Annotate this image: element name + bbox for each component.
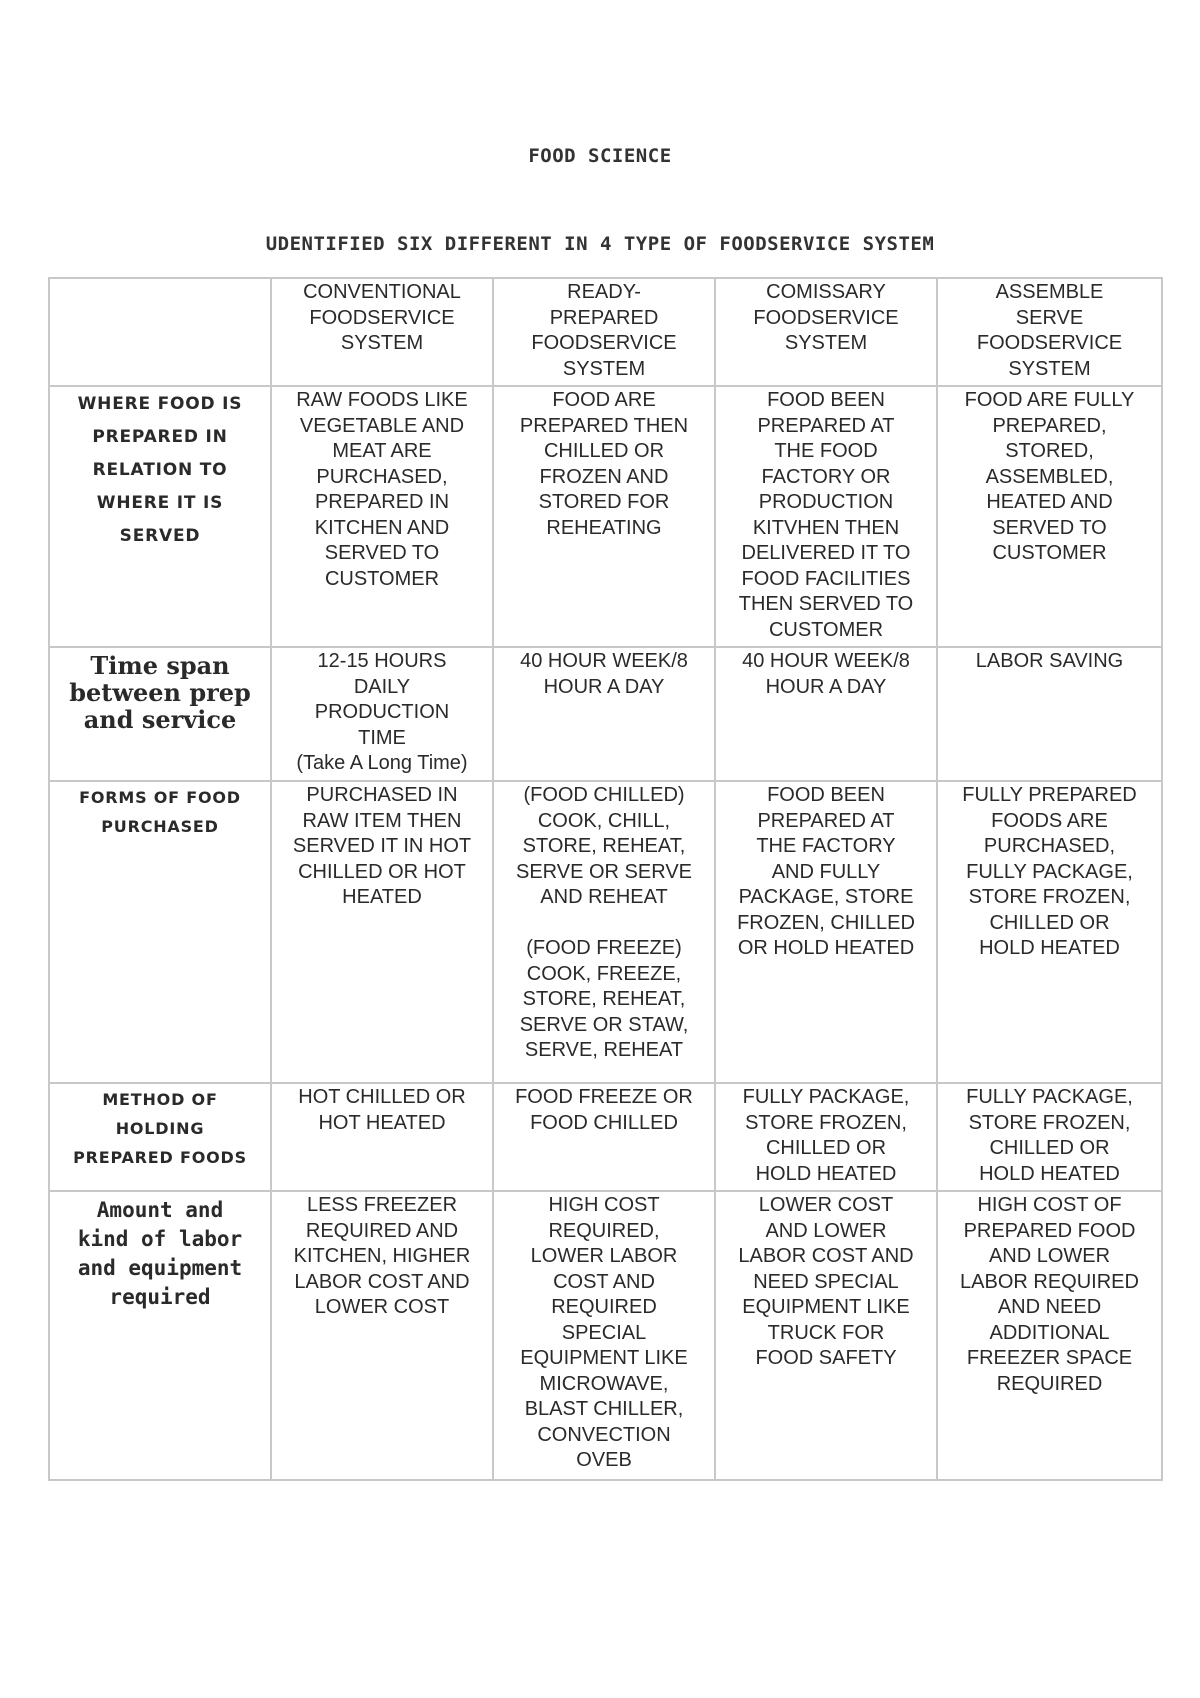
table-cell: FULLY PREPARED FOODS ARE PURCHASED, FULLY PACKAGE, STORE FROZEN, CHILLED OR HOLD HEATED <box>937 781 1162 1083</box>
column-header-commissary: COMISSARY FOODSERVICE SYSTEM <box>715 278 937 386</box>
document-subtitle: UDENTIFIED SIX DIFFERENT IN 4 TYPE OF FOODSERVICE SYSTEM <box>265 233 935 255</box>
table-row <box>49 1083 1162 1191</box>
row-header-holding-method: METHOD OF HOLDING PREPARED FOODS <box>49 1083 271 1191</box>
table-cell: FOOD FREEZE OR FOOD CHILLED <box>493 1083 715 1191</box>
table-cell: FOOD BEEN PREPARED AT THE FOOD FACTORY OR PRODUCTION KITVHEN THEN DELIVERED IT TO FOOD FACILITIES THEN SERVED TO CUSTOMER <box>715 386 937 647</box>
table-cell: FOOD BEEN PREPARED AT THE FACTORY AND FULLY PACKAGE, STORE FROZEN, CHILLED OR HOLD HEATED <box>715 781 937 1083</box>
row-header-forms-purchased: FORMS OF FOOD PURCHASED <box>49 781 271 1083</box>
table-cell: LABOR SAVING <box>937 647 1162 781</box>
table-row <box>49 1191 1162 1480</box>
column-header-assemble-serve: ASSEMBLE SERVE FOODSERVICE SYSTEM <box>937 278 1162 386</box>
row-header-time-span: Time span between prep and service <box>49 647 271 781</box>
table-cell: FOOD ARE FULLY PREPARED, STORED, ASSEMBLED, HEATED AND SERVED TO CUSTOMER <box>937 386 1162 647</box>
table-cell: FULLY PACKAGE, STORE FROZEN, CHILLED OR HOLD HEATED <box>715 1083 937 1191</box>
table-cell: 12-15 HOURS DAILY PRODUCTION TIME (Take A Long Time) <box>271 647 493 781</box>
table-cell: RAW FOODS LIKE VEGETABLE AND MEAT ARE PURCHASED, PREPARED IN KITCHEN AND SERVED TO CUSTOMER <box>271 386 493 647</box>
table-row <box>49 781 1162 1083</box>
table-header-row <box>49 278 1162 386</box>
corner-cell <box>49 278 271 386</box>
table-cell: 40 HOUR WEEK/8 HOUR A DAY <box>715 647 937 781</box>
table-row <box>49 647 1162 781</box>
table-cell: PURCHASED IN RAW ITEM THEN SERVED IT IN HOT CHILLED OR HOT HEATED <box>271 781 493 1083</box>
row-header-where-prepared: WHERE FOOD IS PREPARED IN RELATION TO WHERE IT IS SERVED <box>49 386 271 647</box>
foodservice-comparison-table <box>48 277 1163 1481</box>
table-cell: HOT CHILLED OR HOT HEATED <box>271 1083 493 1191</box>
table-cell: 40 HOUR WEEK/8 HOUR A DAY <box>493 647 715 781</box>
document-title: FOOD SCIENCE <box>528 145 672 167</box>
table-cell: HIGH COST OF PREPARED FOOD AND LOWER LABOR REQUIRED AND NEED ADDITIONAL FREEZER SPACE REQUIRED <box>937 1191 1162 1480</box>
table-cell: HIGH COST REQUIRED, LOWER LABOR COST AND REQUIRED SPECIAL EQUIPMENT LIKE MICROWAVE, BLAST CHILLER, CONVECTION OVEB <box>493 1191 715 1480</box>
table-cell: (FOOD CHILLED) COOK, CHILL, STORE, REHEAT, SERVE OR SERVE AND REHEAT (FOOD FREEZE) COOK, FREEZE, STORE, REHEAT, SERVE OR STAW, SERVE, REHEAT <box>493 781 715 1083</box>
table-cell: FOOD ARE PREPARED THEN CHILLED OR FROZEN AND STORED FOR REHEATING <box>493 386 715 647</box>
table-cell: LOWER COST AND LOWER LABOR COST AND NEED SPECIAL EQUIPMENT LIKE TRUCK FOR FOOD SAFETY <box>715 1191 937 1480</box>
table-cell: FULLY PACKAGE, STORE FROZEN, CHILLED OR HOLD HEATED <box>937 1083 1162 1191</box>
table-cell: LESS FREEZER REQUIRED AND KITCHEN, HIGHER LABOR COST AND LOWER COST <box>271 1191 493 1480</box>
column-header-ready-prepared: READY- PREPARED FOODSERVICE SYSTEM <box>493 278 715 386</box>
row-header-labor-equipment: Amount and kind of labor and equipment required <box>49 1191 271 1480</box>
column-header-conventional: CONVENTIONAL FOODSERVICE SYSTEM <box>271 278 493 386</box>
table-row <box>49 386 1162 647</box>
